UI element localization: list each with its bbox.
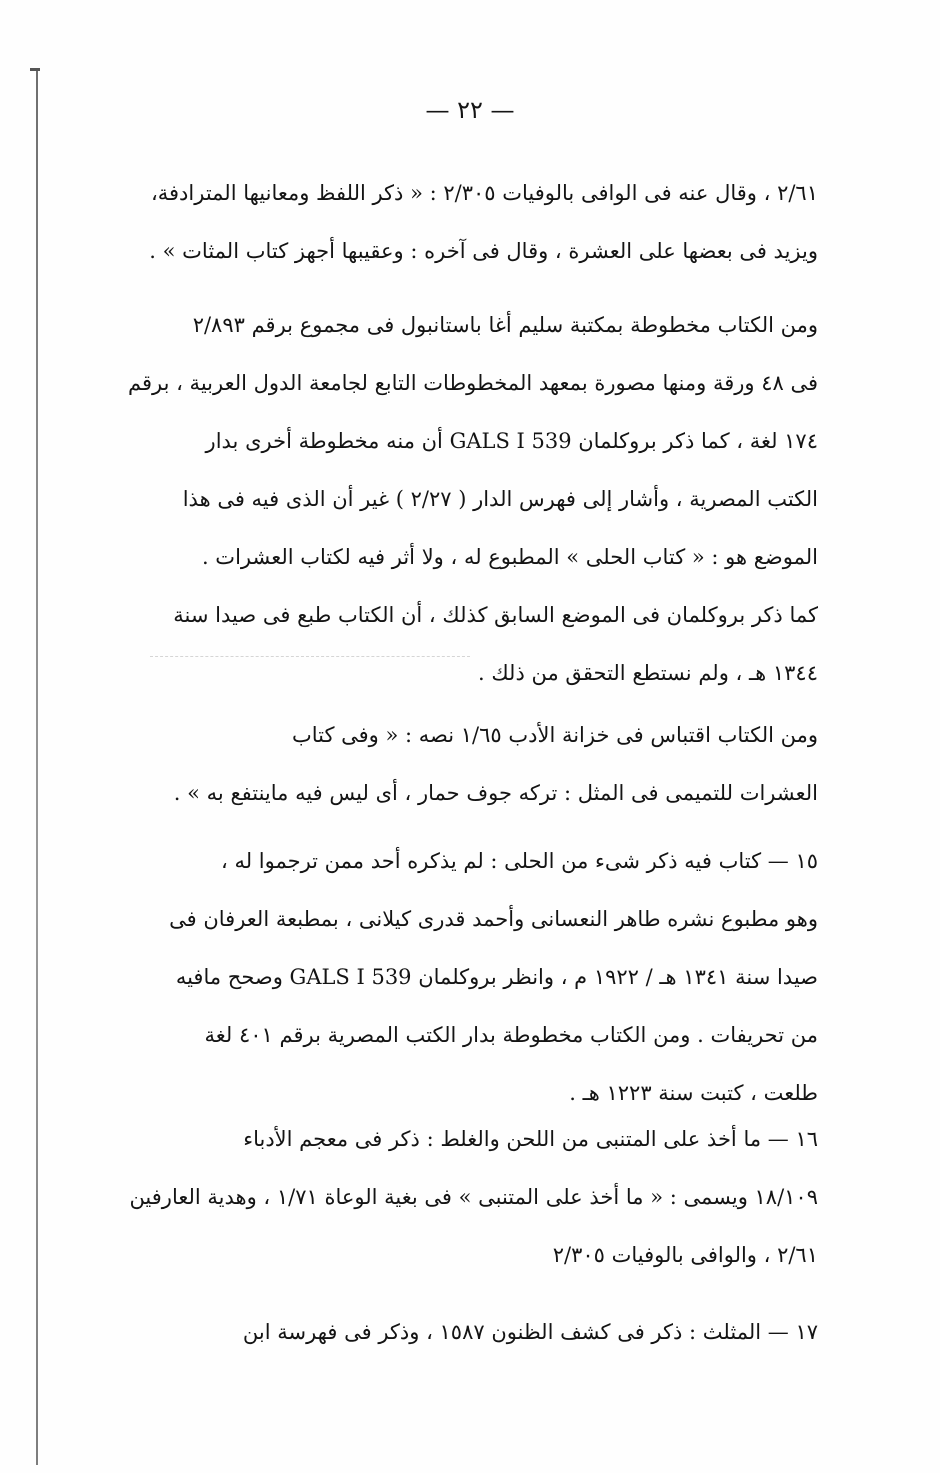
text-line: طلعت ، كتبت سنة ١٢٢٣ هـ .	[569, 1081, 818, 1105]
text-line: ١٨/١٠٩ ويسمى : « ما أخذ على المتنبى » فى بغية الوعاة ١/٧١ ، وهدية العارفين	[129, 1185, 818, 1209]
binding-edge-tick	[30, 68, 40, 71]
text-line: ٢/٦١ ، وقال عنه فى الوافى بالوفيات ٢/٣٠٥ : « ذكر اللفظ ومعانيها المترادفة،	[150, 181, 818, 205]
text-line: الكتب المصرية ، وأشار إلى فهرس الدار ( ٢/٢٧ ) غير أن الذى فيه فى هذا	[182, 487, 818, 511]
text-line: صيدا سنة ١٣٤١ هـ / ١٩٢٢ م ، وانظر بروكلمان GALS I 539 وصحح مافيه	[175, 965, 818, 989]
paragraph-3	[118, 706, 818, 822]
text-line: ١٥ — كتاب فيه ذكر شىء من الحلى : لم يذكره أحد ممن ترجموا له ،	[220, 849, 818, 873]
text-line: ١٧ — المثلث : ذكر فى كشف الظنون ١٥٨٧ ، وذكر فى فهرسة ابن	[242, 1320, 818, 1344]
paragraph-1	[118, 164, 818, 280]
scan-artifact-line	[150, 656, 470, 657]
text-line: ومن الكتاب اقتباس فى خزانة الأدب ١/٦٥ نصه : « وفى كتاب	[291, 723, 818, 747]
text-line: ٢/٦١ ، والوافى بالوفيات ٢/٣٠٥	[552, 1243, 818, 1267]
text-line: ويزيد فى بعضها على العشرة ، وقال فى آخره : وعقيبها أجهز كتاب المثات » .	[149, 239, 818, 263]
text-line: من تحريفات . ومن الكتاب مخطوطة بدار الكتب المصرية برقم ٤٠١ لغة	[204, 1023, 818, 1047]
text-line: ١٣٤٤ هـ ، ولم نستطع التحقق من ذلك .	[478, 661, 818, 685]
paragraph-4	[118, 832, 818, 1122]
text-line: وهو مطبوع نشره طاهر النعسانى وأحمد قدرى كيلانى ، بمطبعة العرفان فى	[169, 907, 818, 931]
paragraph-5	[118, 1110, 818, 1284]
text-line: الموضع هو : « كتاب الحلى » المطبوع له ، ولا أثر فيه لكتاب العشرات .	[201, 545, 818, 569]
text-line: فى ٤٨ ورقة ومنها مصورة بمعهد المخطوطات التابع لجامعة الدول العربية ، برقم	[127, 371, 818, 395]
text-line: ١٧٤ لغة ، كما ذكر بروكلمان GALS I 539 أن منه مخطوطة أخرى بدار	[205, 429, 818, 453]
text-line: العشرات للتميمى فى المثل : تركه جوف حمار ، أى ليس فيه ماينتفع به » .	[173, 781, 818, 805]
paragraph-2	[118, 296, 818, 702]
page-number: — ٢٢ —	[425, 96, 515, 124]
text-line: ١٦ — ما أخذ على المتنبى من اللحن والغلط : ذكر فى معجم الأدباء	[243, 1127, 818, 1151]
text-line: كما ذكر بروكلمان فى الموضع السابق كذلك ، أن الكتاب طبع فى صيدا سنة	[173, 603, 818, 627]
paragraph-6	[118, 1303, 818, 1361]
binding-edge	[36, 70, 38, 1465]
text-line: ومن الكتاب مخطوطة بمكتبة سليم أغا باستانبول فى مجموع برقم ٢/٨٩٣	[192, 313, 818, 337]
